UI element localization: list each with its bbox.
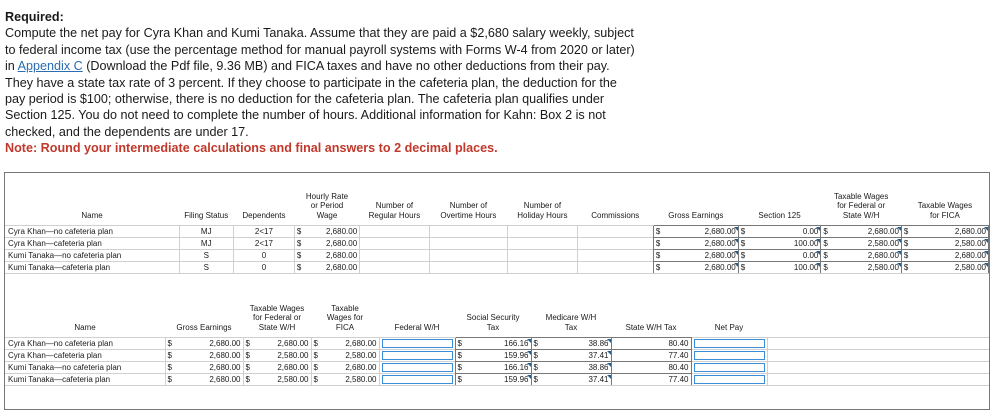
table-row bbox=[5, 262, 989, 274]
payroll-table-top bbox=[5, 173, 989, 274]
col-header-regular-hours: Number of Regular Hours bbox=[368, 201, 421, 220]
instruction-line: Compute the net pay for Cyra Khan and Kumi Tanaka. Assume that they are paid a $2,680 salary weekly, subject bbox=[5, 26, 634, 41]
taxable-wages-federal-cell[interactable] bbox=[821, 226, 902, 238]
regular-hours-cell bbox=[360, 238, 430, 250]
section-125-cell[interactable] bbox=[738, 226, 821, 238]
state-wh-cell[interactable]: 77.40 bbox=[611, 374, 691, 386]
employee-name: Cyra Khan—no cafeteria plan bbox=[5, 338, 165, 350]
col-header-federal-wh: Federal W/H bbox=[394, 322, 440, 332]
overtime-hours-cell bbox=[429, 238, 507, 250]
hourly-rate-cell bbox=[294, 250, 359, 262]
instruction-line: They have a state tax rate of 3 percent. If they choose to participate in the cafeteria plan, the deduction for the bbox=[5, 75, 617, 90]
currency-symbol: $ bbox=[167, 351, 172, 360]
cell-value: 2,680.00 bbox=[209, 363, 241, 372]
gross-earnings-cell[interactable] bbox=[653, 226, 738, 238]
cell-value: 2,680.00 bbox=[867, 251, 899, 260]
col-header-taxable-wages-fica: Taxable Wages for FICA bbox=[917, 201, 973, 220]
cell-value: 38.86 bbox=[588, 363, 609, 372]
commissions-cell bbox=[577, 226, 653, 238]
col-header-name: Name bbox=[81, 210, 103, 220]
section-125-cell[interactable] bbox=[738, 262, 821, 274]
cell-value: 2,680.00 bbox=[704, 251, 736, 260]
cell-value: 2,580.00 bbox=[954, 239, 986, 248]
col-header-spacer bbox=[767, 285, 989, 338]
gross-earnings-cell bbox=[165, 350, 243, 362]
federal-wh-cell-input[interactable] bbox=[382, 351, 453, 360]
federal-wh-cell-input[interactable] bbox=[382, 339, 453, 348]
cell-value: 2,580.00 bbox=[867, 263, 899, 272]
employee-name: Kumi Tanaka—cafeteria plan bbox=[5, 374, 165, 386]
employee-name: Kumi Tanaka—cafeteria plan bbox=[5, 262, 179, 274]
currency-symbol: $ bbox=[167, 339, 172, 348]
currency-symbol: $ bbox=[740, 227, 746, 236]
medicare-cell[interactable] bbox=[531, 338, 611, 350]
gross-earnings-cell[interactable] bbox=[653, 250, 738, 262]
col-header-social-security: Social Security Tax bbox=[466, 313, 520, 332]
overtime-hours-cell bbox=[429, 262, 507, 274]
gross-earnings-cell bbox=[165, 362, 243, 374]
medicare-cell[interactable] bbox=[531, 350, 611, 362]
appendix-c-link[interactable]: Appendix C bbox=[17, 59, 83, 74]
currency-symbol: $ bbox=[296, 227, 302, 236]
medicare-cell[interactable] bbox=[531, 374, 611, 386]
regular-hours-cell bbox=[360, 226, 430, 238]
net-pay-cell-input[interactable] bbox=[694, 363, 765, 372]
social-security-cell[interactable] bbox=[455, 362, 531, 374]
state-wh-cell[interactable]: 77.40 bbox=[611, 350, 691, 362]
cell-value: 2,680.00 bbox=[704, 263, 736, 272]
cell-value: 2,680.00 bbox=[867, 227, 899, 236]
section-125-cell[interactable] bbox=[738, 250, 821, 262]
taxable-wages-fica-cell bbox=[311, 338, 379, 350]
taxable-wages-fica-cell[interactable] bbox=[901, 238, 988, 250]
cell-value: 2,680.00 bbox=[326, 239, 358, 248]
col-header-taxable-wages-fica: Taxable Wages for FICA bbox=[326, 303, 364, 332]
employee-name: Kumi Tanaka—no cafeteria plan bbox=[5, 362, 165, 374]
cell-value: 37.41 bbox=[588, 375, 609, 384]
col-header-gross-earnings: Gross Earnings bbox=[176, 322, 232, 332]
currency-symbol: $ bbox=[823, 251, 828, 260]
net-pay-cell[interactable] bbox=[691, 338, 767, 350]
currency-symbol: $ bbox=[313, 375, 318, 384]
currency-symbol: $ bbox=[167, 363, 172, 372]
payroll-worksheet bbox=[4, 172, 990, 410]
instruction-text: in bbox=[5, 59, 18, 74]
net-pay-cell[interactable] bbox=[691, 362, 767, 374]
cell-value: 2,580.00 bbox=[345, 351, 377, 360]
taxable-wages-federal-cell bbox=[243, 350, 311, 362]
currency-symbol: $ bbox=[313, 339, 318, 348]
holiday-hours-cell bbox=[508, 250, 578, 262]
cell-value: 37.41 bbox=[588, 351, 609, 360]
taxable-wages-fica-cell bbox=[311, 374, 379, 386]
col-header-filing-status: Filing Status bbox=[184, 210, 229, 220]
net-pay-cell[interactable] bbox=[691, 350, 767, 362]
taxable-wages-federal-cell bbox=[243, 374, 311, 386]
table-row bbox=[5, 238, 989, 250]
filing-status: S bbox=[179, 250, 233, 262]
cell-value: 2,680.00 bbox=[326, 263, 358, 272]
table-row bbox=[5, 250, 989, 262]
cell-value: 2,680.00 bbox=[209, 375, 241, 384]
taxable-wages-fica-cell bbox=[311, 350, 379, 362]
commissions-cell bbox=[577, 238, 653, 250]
currency-symbol: $ bbox=[903, 227, 909, 236]
overtime-hours-cell bbox=[429, 250, 507, 262]
federal-wh-cell-input[interactable] bbox=[382, 375, 453, 384]
currency-symbol: $ bbox=[313, 363, 318, 372]
currency-symbol: $ bbox=[457, 375, 462, 384]
cell-value: 0.00 bbox=[802, 251, 819, 260]
payroll-table-bottom bbox=[5, 285, 989, 386]
filing-status: MJ bbox=[179, 226, 233, 238]
table-row bbox=[5, 362, 989, 374]
currency-symbol: $ bbox=[533, 363, 538, 372]
federal-wh-cell[interactable] bbox=[379, 338, 455, 350]
col-header-gross-earnings: Gross Earnings bbox=[668, 210, 724, 220]
state-wh-cell[interactable]: 80.40 bbox=[611, 362, 691, 374]
currency-symbol: $ bbox=[533, 339, 538, 348]
taxable-wages-fica-cell[interactable] bbox=[901, 250, 988, 262]
cell-value: 2,580.00 bbox=[277, 351, 309, 360]
col-header-overtime-hours: Number of Overtime Hours bbox=[440, 201, 497, 220]
hourly-rate-cell bbox=[294, 226, 359, 238]
instruction-text: (Download the Pdf file, 9.36 MB) and FICA taxes and have no other deductions from their pay. bbox=[82, 59, 610, 74]
gross-earnings-cell[interactable] bbox=[653, 262, 738, 274]
spacer-cell bbox=[767, 362, 989, 374]
cell-value: 38.86 bbox=[588, 339, 609, 348]
social-security-cell[interactable] bbox=[455, 350, 531, 362]
currency-symbol: $ bbox=[823, 263, 828, 272]
federal-wh-cell[interactable] bbox=[379, 350, 455, 362]
filing-status: S bbox=[179, 262, 233, 274]
currency-symbol: $ bbox=[823, 227, 828, 236]
instruction-line: checked, and the dependents are under 17. bbox=[5, 124, 249, 139]
net-pay-cell[interactable] bbox=[691, 374, 767, 386]
col-header-commissions: Commissions bbox=[591, 210, 640, 220]
employee-name: Cyra Khan—cafeteria plan bbox=[5, 238, 179, 250]
currency-symbol: $ bbox=[655, 239, 661, 248]
hourly-rate-cell bbox=[294, 262, 359, 274]
currency-symbol: $ bbox=[903, 263, 909, 272]
currency-symbol: $ bbox=[245, 351, 250, 360]
rounding-note: Note: Round your intermediate calculations and final answers to 2 decimal places. bbox=[5, 141, 498, 156]
cell-value: 2,680.00 bbox=[954, 227, 986, 236]
currency-symbol: $ bbox=[245, 363, 250, 372]
taxable-wages-fica-cell bbox=[311, 362, 379, 374]
cell-value: 100.00 bbox=[793, 239, 819, 248]
cell-value: 2,680.00 bbox=[326, 227, 358, 236]
taxable-wages-federal-cell bbox=[243, 338, 311, 350]
cell-value: 166.16 bbox=[504, 339, 529, 348]
currency-symbol: $ bbox=[296, 263, 302, 272]
cell-value: 159.96 bbox=[504, 351, 529, 360]
regular-hours-cell bbox=[360, 250, 430, 262]
employee-name: Kumi Tanaka—no cafeteria plan bbox=[5, 250, 179, 262]
currency-symbol: $ bbox=[655, 227, 661, 236]
cell-value: 2,580.00 bbox=[867, 239, 899, 248]
section-125-cell[interactable] bbox=[738, 238, 821, 250]
social-security-cell[interactable] bbox=[455, 374, 531, 386]
currency-symbol: $ bbox=[903, 251, 909, 260]
currency-symbol: $ bbox=[313, 351, 318, 360]
cell-value: 2,680.00 bbox=[326, 251, 358, 260]
employee-name: Cyra Khan—cafeteria plan bbox=[5, 350, 165, 362]
currency-symbol: $ bbox=[245, 375, 250, 384]
currency-symbol: $ bbox=[457, 363, 462, 372]
hourly-rate-cell bbox=[294, 238, 359, 250]
instruction-line: to federal income tax (use the percentage method for manual payroll systems with Forms W-4 from 2020 or later) bbox=[5, 42, 635, 57]
taxable-wages-federal-cell[interactable] bbox=[821, 250, 902, 262]
col-header-section-125: Section 125 bbox=[758, 210, 801, 220]
currency-symbol: $ bbox=[296, 251, 302, 260]
cell-value: 2,580.00 bbox=[345, 375, 377, 384]
federal-wh-cell[interactable] bbox=[379, 374, 455, 386]
cell-value: 159.96 bbox=[504, 375, 529, 384]
col-header-net-pay: Net Pay bbox=[714, 322, 744, 332]
dependents: 0 bbox=[233, 250, 294, 262]
regular-hours-cell bbox=[360, 262, 430, 274]
table-row bbox=[5, 374, 989, 386]
col-header-holiday-hours: Number of Holiday Hours bbox=[517, 201, 568, 220]
holiday-hours-cell bbox=[508, 238, 578, 250]
net-pay-cell-input[interactable] bbox=[694, 351, 765, 360]
social-security-cell[interactable] bbox=[455, 338, 531, 350]
currency-symbol: $ bbox=[245, 339, 250, 348]
cell-value: 0.00 bbox=[802, 227, 819, 236]
holiday-hours-cell bbox=[508, 262, 578, 274]
cell-value: 2,680.00 bbox=[704, 227, 736, 236]
cell-value: 2,680.00 bbox=[704, 239, 736, 248]
holiday-hours-cell bbox=[508, 226, 578, 238]
table-row bbox=[5, 226, 989, 238]
net-pay-cell-input[interactable] bbox=[694, 339, 765, 348]
dependents: 2<17 bbox=[233, 226, 294, 238]
taxable-wages-federal-cell[interactable] bbox=[821, 262, 902, 274]
instruction-line: pay period is $100; otherwise, there is no deduction for the cafeteria plan. The cafeteria plan qualifies under bbox=[5, 92, 605, 107]
cell-value: 2,680.00 bbox=[277, 339, 309, 348]
currency-symbol: $ bbox=[740, 263, 746, 272]
cell-value: 2,580.00 bbox=[954, 263, 986, 272]
currency-symbol: $ bbox=[533, 375, 538, 384]
cell-value: 2,580.00 bbox=[277, 375, 309, 384]
cell-value: 2,680.00 bbox=[345, 339, 377, 348]
overtime-hours-cell bbox=[429, 226, 507, 238]
table-row bbox=[5, 338, 989, 350]
cell-value: 2,680.00 bbox=[209, 339, 241, 348]
currency-symbol: $ bbox=[740, 251, 746, 260]
instruction-line bbox=[5, 58, 990, 74]
col-header-taxable-wages-federal: Taxable Wages for Federal or State W/H bbox=[833, 191, 889, 220]
cell-value: 2,680.00 bbox=[277, 363, 309, 372]
gross-earnings-cell[interactable] bbox=[653, 238, 738, 250]
col-header-medicare: Medicare W/H Tax bbox=[545, 313, 597, 332]
commissions-cell bbox=[577, 250, 653, 262]
gross-earnings-cell bbox=[165, 374, 243, 386]
dependents: 2<17 bbox=[233, 238, 294, 250]
net-pay-cell-input[interactable] bbox=[694, 375, 765, 384]
table-row bbox=[5, 350, 989, 362]
filing-status: MJ bbox=[179, 238, 233, 250]
currency-symbol: $ bbox=[457, 351, 462, 360]
col-header-name: Name bbox=[74, 322, 96, 332]
currency-symbol: $ bbox=[740, 239, 746, 248]
spacer-cell bbox=[767, 374, 989, 386]
cell-value: 2,680.00 bbox=[954, 251, 986, 260]
taxable-wages-federal-cell[interactable] bbox=[821, 238, 902, 250]
cell-value: 2,680.00 bbox=[345, 363, 377, 372]
federal-wh-cell[interactable] bbox=[379, 362, 455, 374]
col-header-taxable-wages-federal: Taxable Wages for Federal or State W/H bbox=[249, 303, 305, 332]
currency-symbol: $ bbox=[533, 351, 538, 360]
spacer-cell bbox=[767, 338, 989, 350]
currency-symbol: $ bbox=[823, 239, 828, 248]
dependents: 0 bbox=[233, 262, 294, 274]
currency-symbol: $ bbox=[296, 239, 302, 248]
state-wh-cell[interactable]: 80.40 bbox=[611, 338, 691, 350]
commissions-cell bbox=[577, 262, 653, 274]
federal-wh-cell-input[interactable] bbox=[382, 363, 453, 372]
currency-symbol: $ bbox=[655, 263, 661, 272]
taxable-wages-fica-cell[interactable] bbox=[901, 262, 988, 274]
col-header-state-wh: State W/H Tax bbox=[625, 322, 677, 332]
required-heading: Required: bbox=[5, 10, 64, 24]
instructions bbox=[5, 9, 990, 157]
spacer-cell bbox=[767, 350, 989, 362]
col-header-dependents: Dependents bbox=[242, 210, 286, 220]
taxable-wages-fica-cell[interactable] bbox=[901, 226, 988, 238]
instruction-line: Section 125. You do not need to complete the number of hours. Additional information for Kahn: Box 2 is not bbox=[5, 108, 606, 123]
medicare-cell[interactable] bbox=[531, 362, 611, 374]
cell-value: 2,680.00 bbox=[209, 351, 241, 360]
currency-symbol: $ bbox=[655, 251, 661, 260]
cell-value: 100.00 bbox=[793, 263, 819, 272]
col-header-hourly-rate: Hourly Rate or Period Wage bbox=[305, 191, 349, 220]
gross-earnings-cell bbox=[165, 338, 243, 350]
cell-value: 166.16 bbox=[504, 363, 529, 372]
employee-name: Cyra Khan—no cafeteria plan bbox=[5, 226, 179, 238]
currency-symbol: $ bbox=[457, 339, 462, 348]
currency-symbol: $ bbox=[167, 375, 172, 384]
taxable-wages-federal-cell bbox=[243, 362, 311, 374]
currency-symbol: $ bbox=[903, 239, 909, 248]
